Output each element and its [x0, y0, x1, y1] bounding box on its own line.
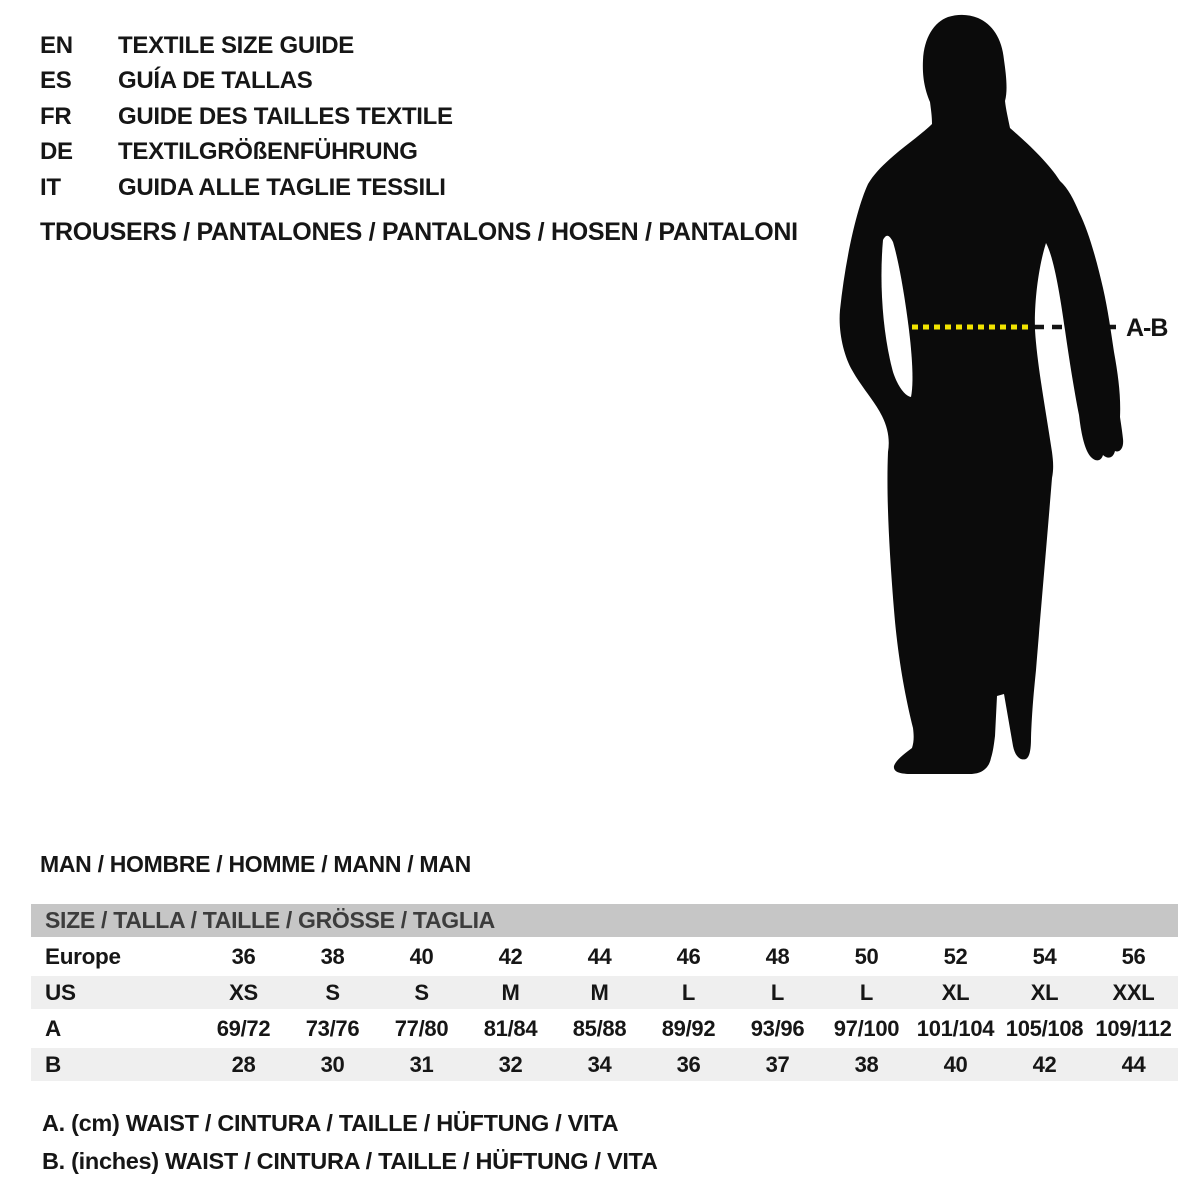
size-cell: 56 — [1121, 943, 1146, 969]
lang-title: GUIDE DES TAILLES TEXTILE — [118, 102, 453, 130]
size-cell: 50 — [854, 943, 879, 969]
size-cell: 81/84 — [483, 1015, 538, 1041]
size-cell: 52 — [943, 943, 968, 969]
size-cell: 97/100 — [833, 1015, 900, 1041]
gender-heading: MAN / HOMBRE / HOMME / MANN / MAN — [40, 851, 471, 877]
row-label: US — [45, 979, 76, 1005]
size-cell: 42 — [1032, 1051, 1057, 1077]
row-label: A — [45, 1015, 61, 1041]
size-cell: 40 — [409, 943, 434, 969]
size-cell: 85/88 — [572, 1015, 627, 1041]
lang-code: FR — [40, 102, 72, 130]
size-cell: L — [681, 979, 696, 1005]
size-cell: 32 — [498, 1051, 523, 1077]
size-cell: 77/80 — [394, 1015, 449, 1041]
size-cell: 40 — [943, 1051, 968, 1077]
size-cell: 36 — [676, 1051, 701, 1077]
size-row-europe — [31, 940, 1178, 973]
size-cell: 37 — [765, 1051, 790, 1077]
size-cell: 28 — [231, 1051, 256, 1077]
size-cell: XL — [1030, 979, 1059, 1005]
garment-category-heading: TROUSERS / PANTALONES / PANTALONS / HOSEN / PANTALONI — [40, 218, 798, 246]
size-cell: 89/92 — [661, 1015, 716, 1041]
size-cell: 36 — [231, 943, 256, 969]
size-table — [31, 904, 1178, 1081]
row-label: Europe — [45, 943, 121, 969]
man-silhouette-svg — [820, 0, 1200, 800]
lang-title: TEXTILGRÖßENFÜHRUNG — [118, 138, 418, 166]
size-cell: XS — [229, 979, 258, 1005]
lang-title: GUIDA ALLE TAGLIE TESSILI — [118, 173, 446, 201]
man-silhouette-figure — [820, 0, 1200, 800]
size-cell: 46 — [676, 943, 701, 969]
row-label: B — [45, 1051, 61, 1077]
size-cell: M — [501, 979, 520, 1005]
lang-code: EN — [40, 31, 73, 59]
measurement-label: A-B — [1126, 314, 1168, 342]
size-cell: M — [590, 979, 609, 1005]
language-header — [40, 28, 453, 206]
size-cell: 34 — [587, 1051, 612, 1077]
size-cell: 69/72 — [216, 1015, 271, 1041]
size-cell: 31 — [409, 1051, 434, 1077]
footnote-a-cm: A. (cm) WAIST / CINTURA / TAILLE / HÜFTUNG / VITA — [42, 1110, 619, 1136]
lang-code: DE — [40, 138, 73, 166]
size-cell: 38 — [854, 1051, 879, 1077]
size-cell: XL — [941, 979, 970, 1005]
size-cell: 42 — [498, 943, 523, 969]
size-cell: 93/96 — [750, 1015, 805, 1041]
size-cell: 30 — [320, 1051, 345, 1077]
size-cell: 44 — [587, 943, 612, 969]
size-cell: 101/104 — [916, 1015, 995, 1041]
size-row-a-cm — [31, 1012, 1178, 1045]
size-cell: 44 — [1121, 1051, 1146, 1077]
lang-title: TEXTILE SIZE GUIDE — [118, 31, 354, 59]
size-table-header: SIZE / TALLA / TAILLE / GRÖSSE / TAGLIA — [31, 904, 1178, 937]
man-silhouette-path — [840, 15, 1124, 774]
size-row-us — [31, 976, 1178, 1009]
size-cell: XXL — [1112, 979, 1155, 1005]
footnotes — [42, 1104, 658, 1180]
footnote-b-inches: B. (inches) WAIST / CINTURA / TAILLE / HÜFTUNG / VITA — [42, 1148, 658, 1174]
size-cell: S — [325, 979, 340, 1005]
lang-title: GUÍA DE TALLAS — [118, 67, 313, 95]
size-cell: L — [859, 979, 874, 1005]
size-cell: L — [770, 979, 785, 1005]
size-cell: S — [414, 979, 429, 1005]
size-cell: 73/76 — [305, 1015, 360, 1041]
size-cell: 109/112 — [1095, 1015, 1172, 1041]
size-cell: 48 — [765, 943, 790, 969]
size-cell: 54 — [1032, 943, 1057, 969]
lang-code: IT — [40, 173, 61, 201]
size-cell: 105/108 — [1005, 1015, 1084, 1041]
size-cell: 38 — [320, 943, 345, 969]
size-row-b-inches — [31, 1048, 1178, 1081]
lang-code: ES — [40, 67, 72, 95]
